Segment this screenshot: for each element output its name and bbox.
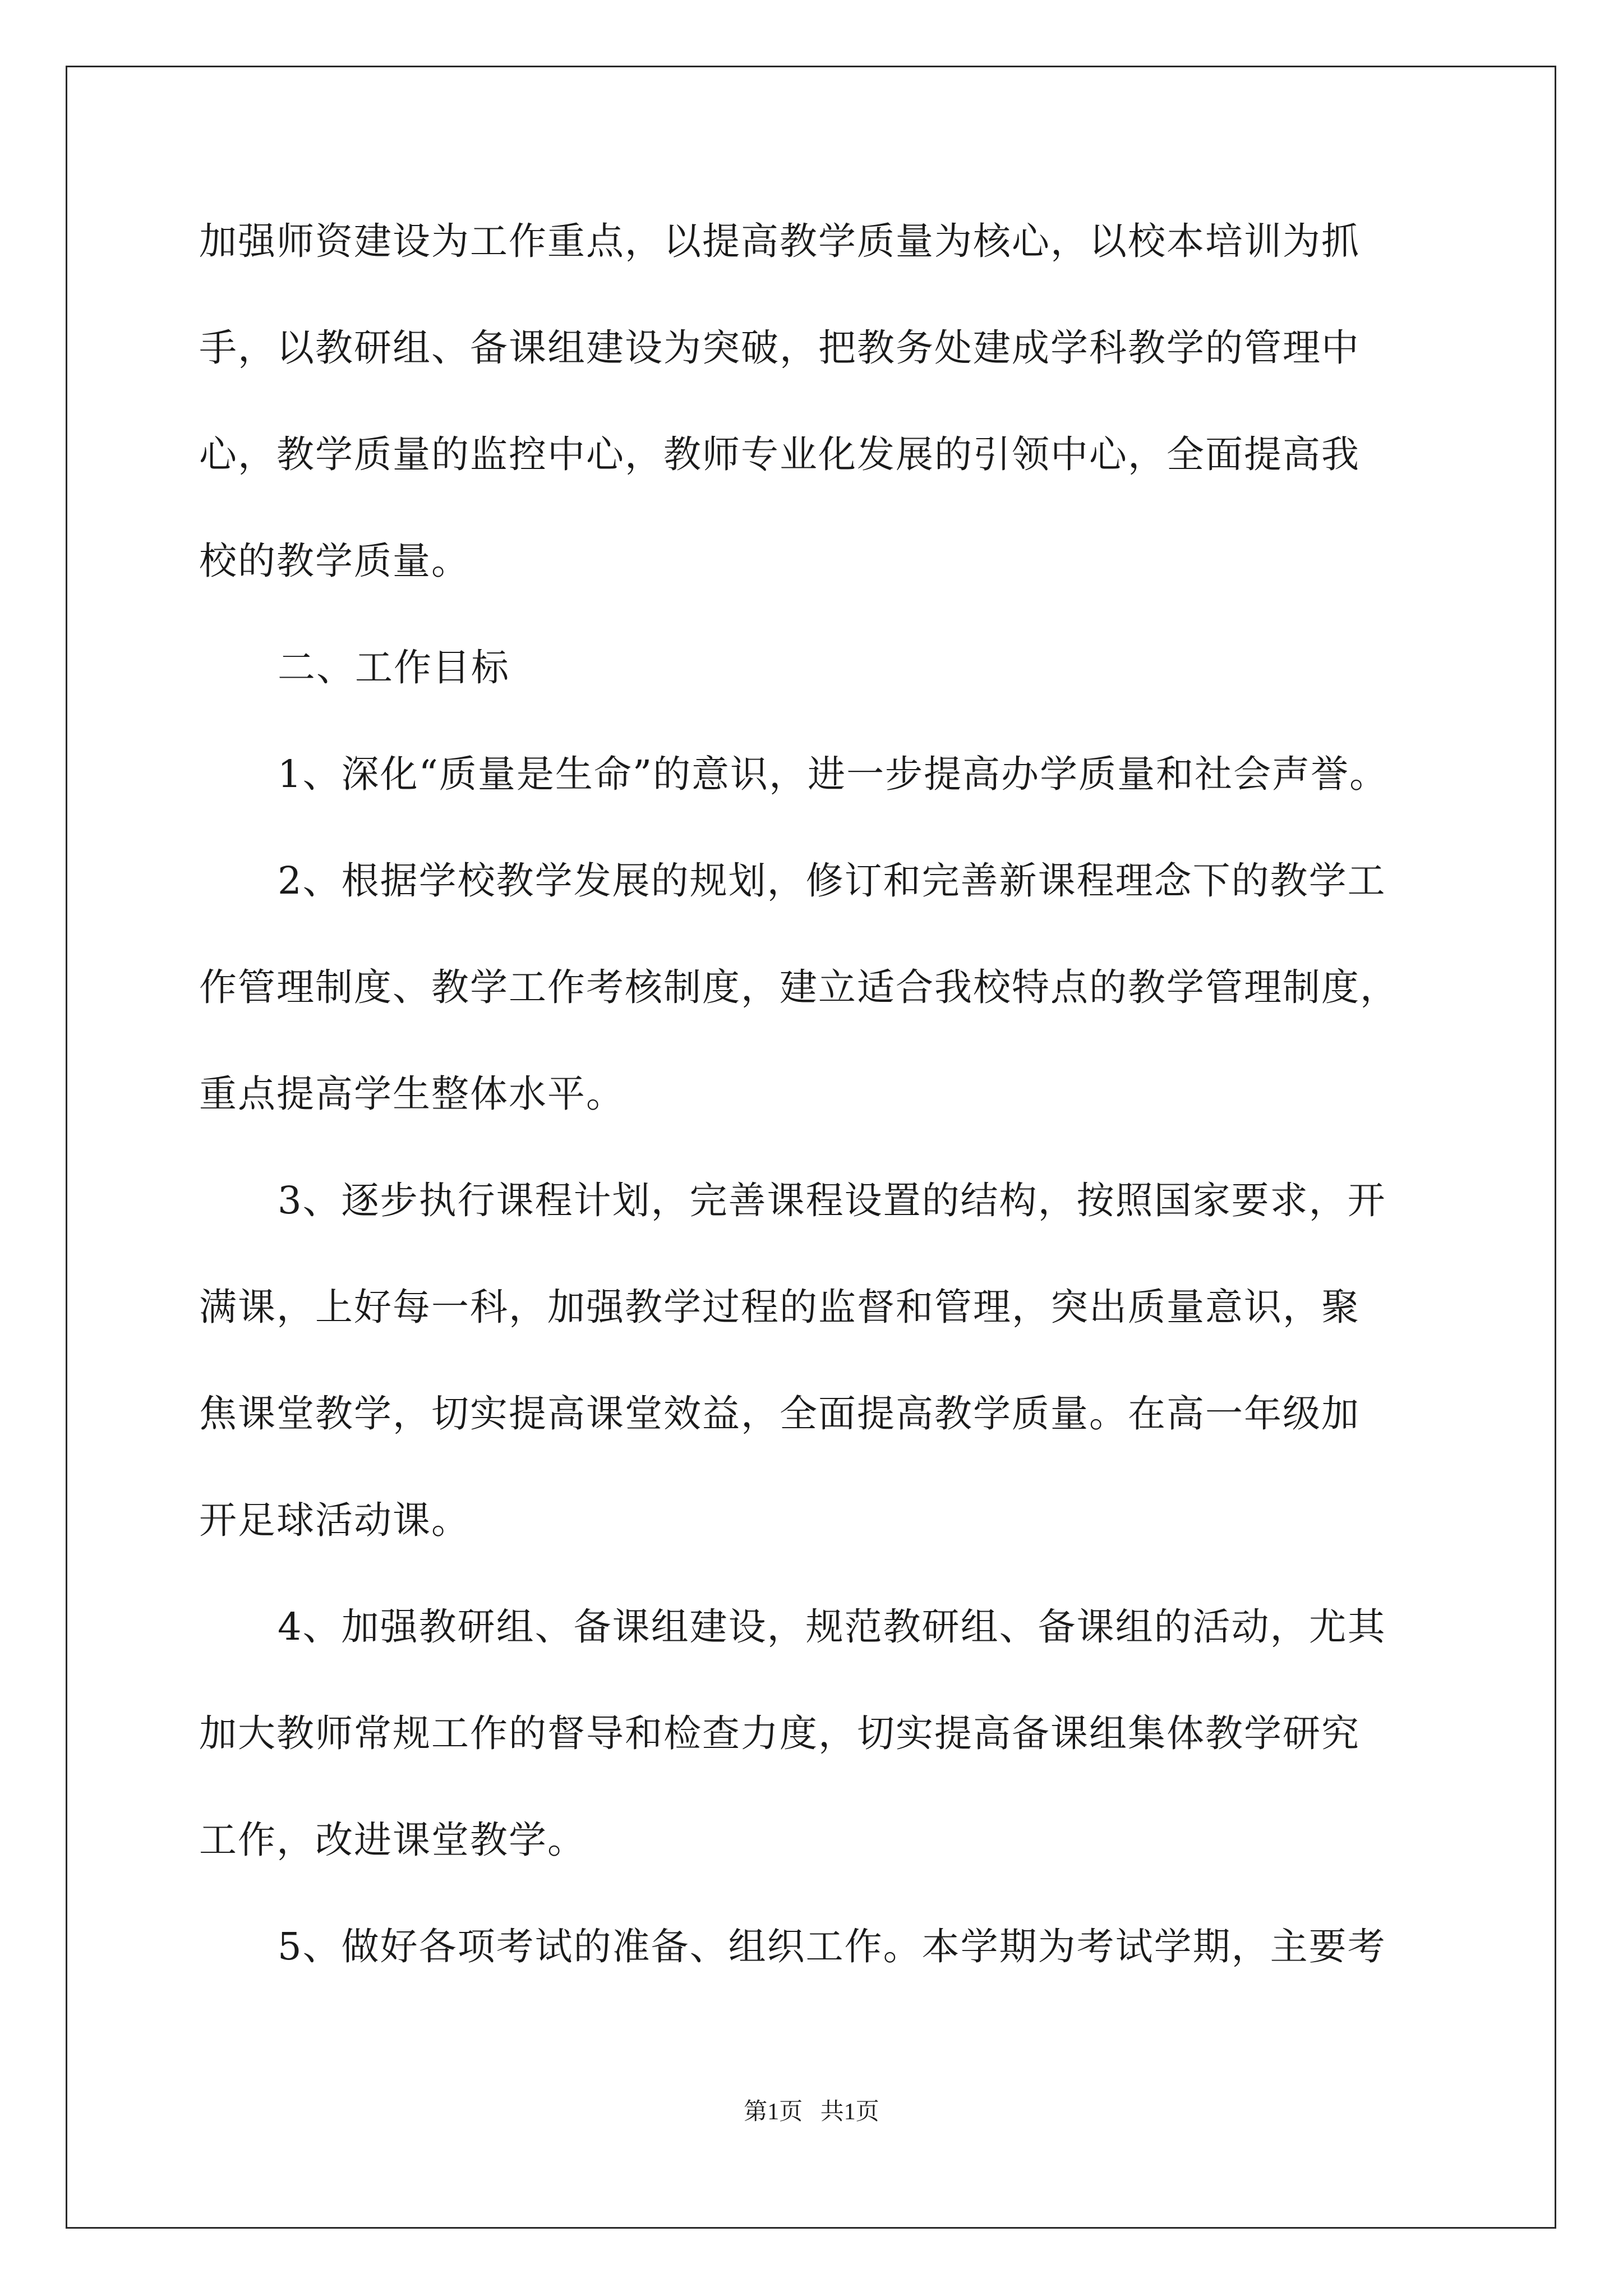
paragraph-line: 校的教学质量。 [199,539,470,583]
list-item-line: 焦课堂教学，切实提高课堂效益，全面提高教学质量。在高一年级加 [199,1392,1360,1435]
paragraph-line: 手，以教研组、备课组建设为突破，把教务处建成学科教学的管理中 [199,326,1360,370]
list-item-line: 加大教师常规工作的督导和检查力度，切实提高备课组集体教学研究 [199,1711,1360,1755]
paragraph-line: 心，教学质量的监控中心，教师专业化发展的引领中心，全面提高我 [199,432,1360,476]
list-item-line: 满课，上好每一科，加强教学过程的监督和管理，突出质量意识，聚 [199,1285,1360,1329]
paragraph-line: 加强师资建设为工作重点，以提高教学质量为核心，以校本培训为抓 [199,219,1360,263]
list-item-line: 作管理制度、教学工作考核制度，建立适合我校特点的教学管理制度， [199,965,1399,1009]
list-item-line: 4、加强教研组、备课组建设，规范教研组、备课组的活动，尤其 [278,1605,1386,1649]
list-item-line: 开足球活动课。 [199,1498,470,1542]
section-heading: 二、工作目标 [278,646,510,689]
list-item-line: 5、做好各项考试的准备、组织工作。本学期为考试学期，主要考 [278,1925,1386,1968]
page-number: 第1页 共1页 [744,2099,879,2125]
list-item-line: 工作，改进课堂教学。 [199,1818,586,1862]
list-item-line: 3、逐步执行课程计划，完善课程设置的结构，按照国家要求，开 [278,1179,1386,1222]
list-item-line: 1、深化“质量是生命”的意识，进一步提高办学质量和社会声誉。 [278,752,1389,796]
page-frame [66,66,1556,2229]
list-item-line: 重点提高学生整体水平。 [199,1072,625,1116]
list-item-line: 2、根据学校教学发展的规划，修订和完善新课程理念下的教学工 [278,859,1386,903]
